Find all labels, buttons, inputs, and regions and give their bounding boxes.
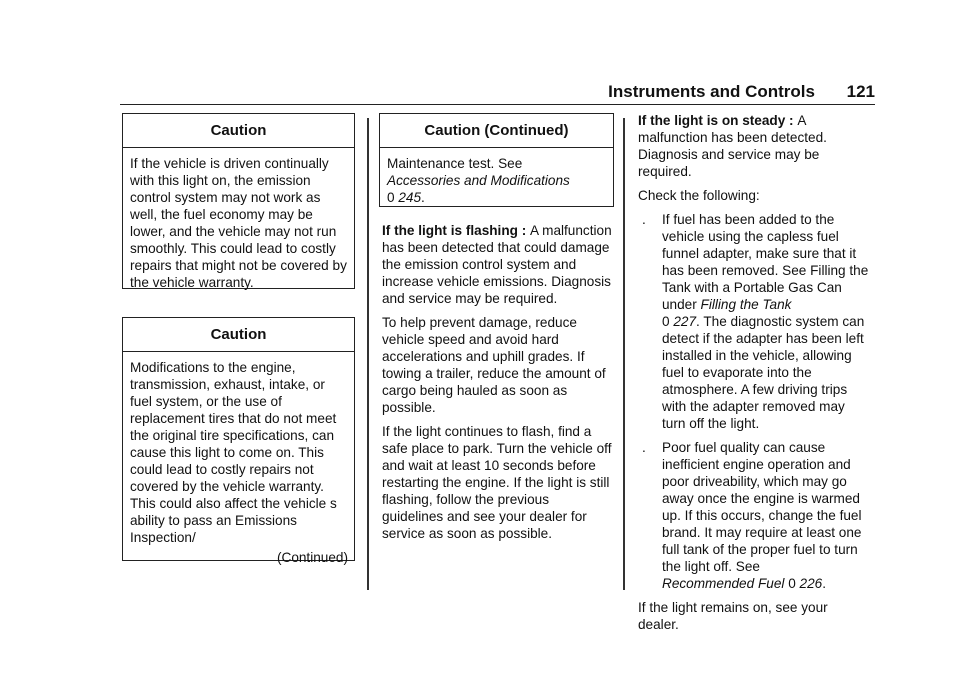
cross-reference-link[interactable]: Filling the Tank <box>700 297 792 312</box>
cross-reference-link[interactable]: Accessories and Modifications <box>387 173 570 188</box>
column-divider-right <box>623 118 625 590</box>
page-number: 121 <box>846 82 875 101</box>
caution-box-modifications <box>122 317 355 565</box>
flashing-paragraph <box>382 222 612 307</box>
caution-body: If the vehicle is driven continually with this light on, the emission control system may not work as well, the fuel economy may be lower, and the vehicle may not run smoothly. This could lead to costly repairs that might not be covered by the vehicle warranty. <box>130 156 347 290</box>
flashing-heading: If the light is flashing : <box>382 223 531 238</box>
caution-title: Caution (Continued) <box>380 114 613 148</box>
caution-title: Caution <box>123 318 354 352</box>
right-column <box>638 112 870 640</box>
caution-text: Maintenance test. See <box>387 156 523 171</box>
cross-reference-link[interactable]: Recommended Fuel <box>662 576 785 591</box>
caution-body <box>380 148 613 214</box>
final-paragraph: If the light remains on, see your dealer. <box>638 600 828 632</box>
caution-box-driving <box>122 113 355 289</box>
page-header <box>120 80 875 105</box>
steady-paragraph <box>638 112 870 180</box>
bullet-marker: . <box>642 212 646 227</box>
caution-title: Caution <box>123 114 354 148</box>
check-following: Check the following: <box>638 188 760 203</box>
bullet-text-after: . <box>822 576 826 591</box>
list-item-fuel-quality <box>638 439 870 592</box>
bullet-text: Poor fuel quality can cause inefficient engine operation and poor driveability, which may go away once the engine is warmed up. If this occurs, change the fuel brand. It may require at least one full tank of the proper fuel to turn the light off. See <box>662 440 862 574</box>
caution-body: Modifications to the engine, transmission, exhaust, intake, or fuel system, or the use of replacement tires that do not meet the original tire specifications, can cause this light to come on. This could lead to costly repairs not covered by the vehicle warranty. This could also affect the vehicle s ability to pass an Emissions Inspection/ <box>130 360 337 545</box>
page-ref-number[interactable]: 227 <box>673 314 697 329</box>
caution-box-continued <box>379 113 614 207</box>
bullet-text: If fuel has been added to the vehicle using the capless fuel funnel adapter, make sure that it has been removed. See Filling the Tank with a Portable Gas Can under <box>662 212 869 312</box>
continued-label: (Continued) <box>276 550 348 565</box>
prevent-damage-paragraph: To help prevent damage, reduce vehicle speed and avoid hard accelerations and uphill grades. If towing a trailer, reduce the amount of cargo being hauled as soon as possible. <box>382 315 606 415</box>
steady-heading: If the light is on steady : <box>638 113 798 128</box>
page-ref-arrow-icon: 0 <box>662 314 670 329</box>
bullet-marker: . <box>642 440 646 455</box>
bullet-text-after: . The diagnostic system can detect if the adapter has been left installed in the vehicle, allowing fuel to evaporate into the atmosphere. A few driving trips with the adapter removed may turn off the light. <box>662 314 865 431</box>
column-divider-left <box>367 118 369 590</box>
page-ref-number[interactable]: 226 <box>799 576 823 591</box>
steady-text: A malfunction has been detected. Diagnosis and service may be required. <box>638 113 827 179</box>
page-ref-arrow-icon: 0 <box>387 190 395 205</box>
section-title: Instruments and Controls <box>608 82 815 101</box>
punctuation: . <box>421 190 425 205</box>
continues-flash-paragraph: If the light continues to flash, find a safe place to park. Turn the vehicle off and wait at least 10 seconds before restarting the engine. If the light is still flashing, follow the previous guidelines and see your dealer for service as soon as possible. <box>382 424 612 541</box>
list-item-fuel-adapter <box>638 211 870 432</box>
middle-column <box>382 222 612 549</box>
page-ref-arrow-icon: 0 <box>788 576 796 591</box>
flashing-text: A malfunction has been detected that could damage the emission control system and increase vehicle emissions. Diagnosis and service may be required. <box>382 223 612 306</box>
page-ref-number[interactable]: 245 <box>398 190 422 205</box>
